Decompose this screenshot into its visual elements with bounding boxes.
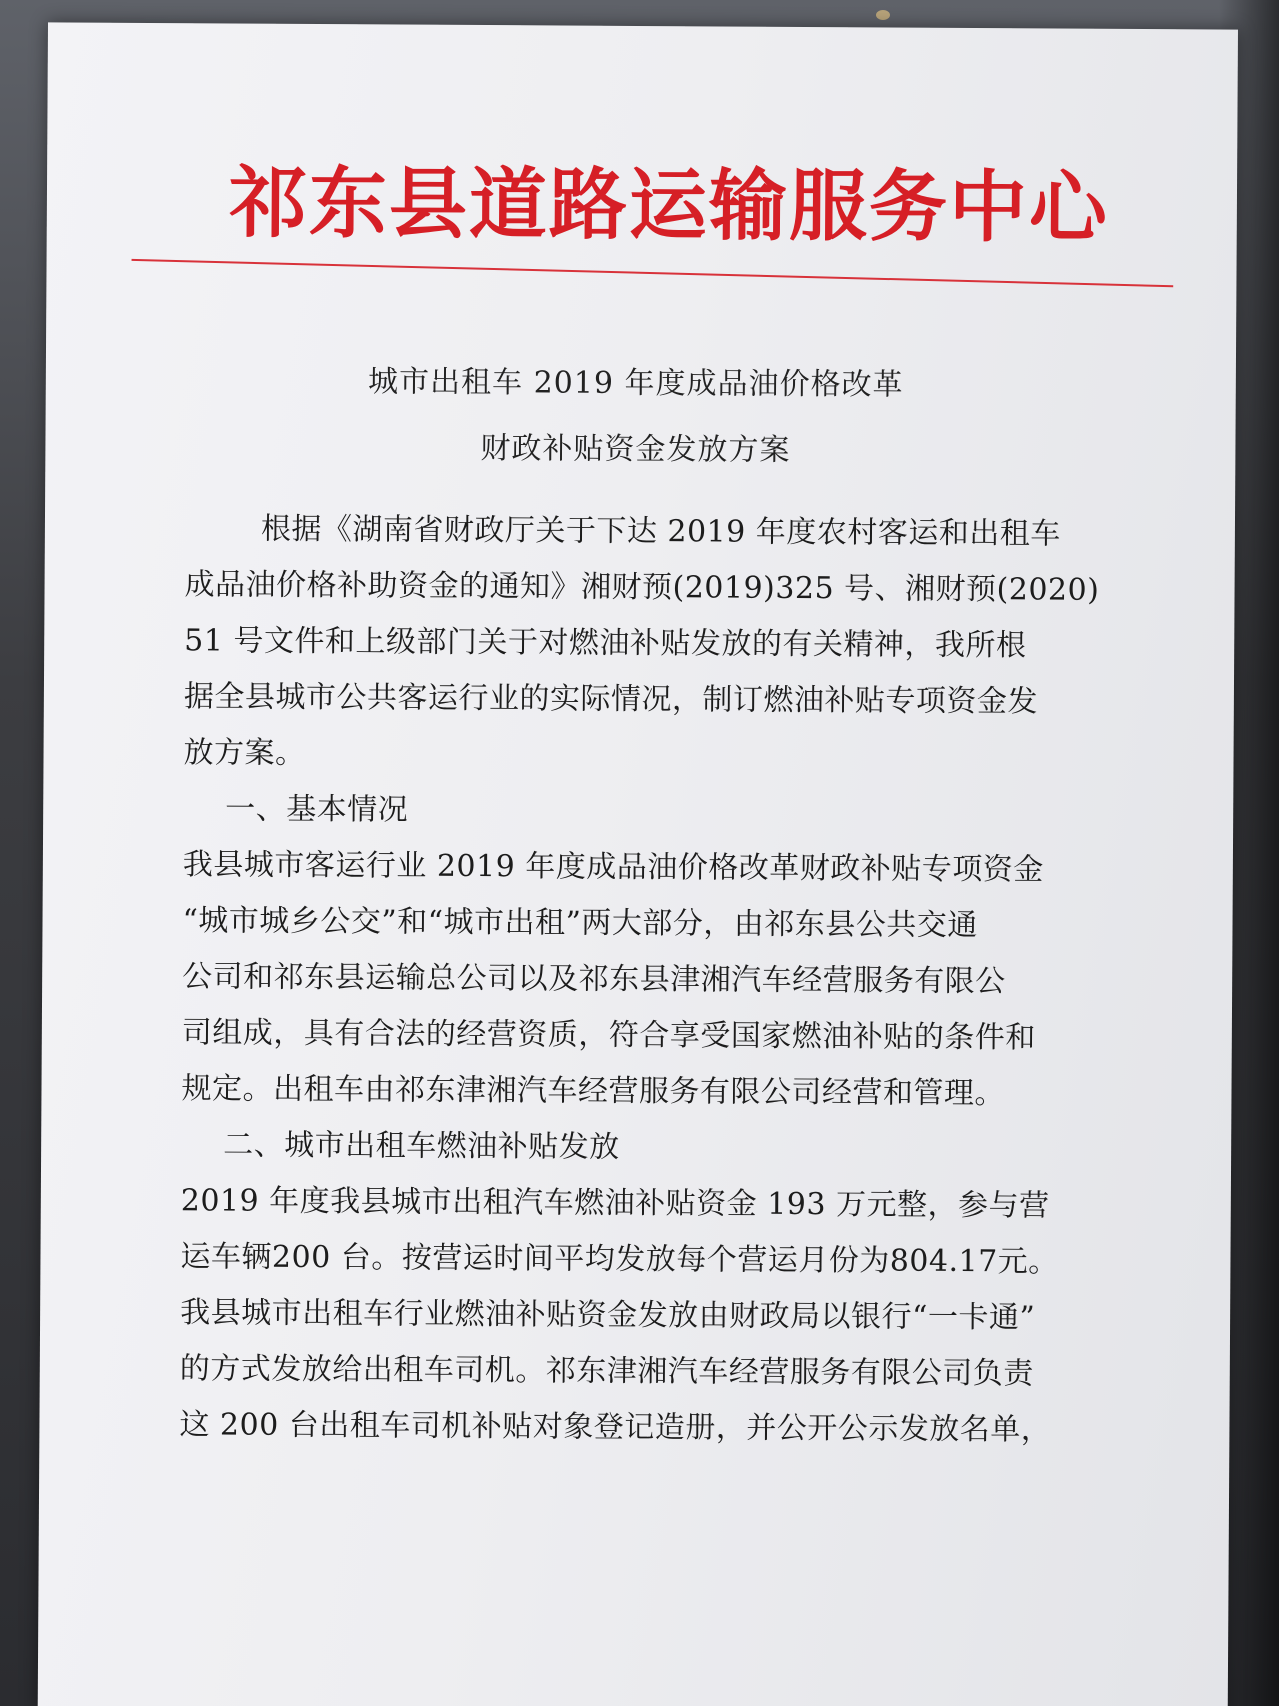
body-line: 运车辆200 台。按营运时间平均发放每个营运月份为804.17元。 [180, 1239, 1059, 1280]
letterhead-title: 祁东县道路运输服务中心 [228, 157, 1110, 254]
document-title-line-1: 城市出租车 2019 年度成品油价格改革 [367, 364, 904, 403]
body-line: 的方式发放给出租车司机。祁东津湘汽车经营服务有限公司负责 [179, 1351, 1034, 1392]
body-line: “城市城乡公交”和“城市出租”两大部分，由祁东县公共交通 [182, 903, 978, 944]
document-title-line-2: 财政补贴资金发放方案 [480, 431, 791, 468]
body-line: 规定。出租车由祁东津湘汽车经营服务有限公司经营和管理。 [181, 1071, 1006, 1112]
paper-stain [876, 10, 890, 20]
section-heading: 一、基本情况 [225, 791, 409, 828]
body-line: 公司和祁东县运输总公司以及祁东县津湘汽车经营服务有限公 [182, 959, 1006, 1000]
body-line: 我县城市客运行业 2019 年度成品油价格改革财政补贴专项资金 [182, 847, 1044, 888]
section-heading: 二、城市出租车燃油补贴发放 [223, 1127, 620, 1165]
body-line: 司组成，具有合法的经营资质，符合享受国家燃油补贴的条件和 [181, 1015, 1036, 1056]
document-page [38, 22, 1238, 1706]
body-line: 我县城市出租车行业燃油补贴资金发放由财政局以银行“一卡通” [180, 1295, 1036, 1336]
body-line: 2019 年度我县城市出租汽车燃油补贴资金 193 万元整，参与营 [180, 1183, 1050, 1224]
body-line: 根据《湖南省财政厅关于下达 2019 年度农村客运和出租车 [260, 511, 1061, 552]
document-body [179, 501, 1115, 1459]
body-line: 51 号文件和上级部门关于对燃油补贴发放的有关精神，我所根 [184, 623, 1027, 664]
body-line: 据全县城市公共客运行业的实际情况，制订燃油补贴专项资金发 [183, 679, 1038, 720]
body-line: 放方案。 [183, 735, 306, 771]
body-line: 这 200 台出租车司机补贴对象登记造册，并公开公示发放名单， [179, 1407, 1052, 1448]
body-line: 成品油价格补助资金的通知》湘财预(2019)325 号、湘财预(2020) [184, 567, 1100, 608]
